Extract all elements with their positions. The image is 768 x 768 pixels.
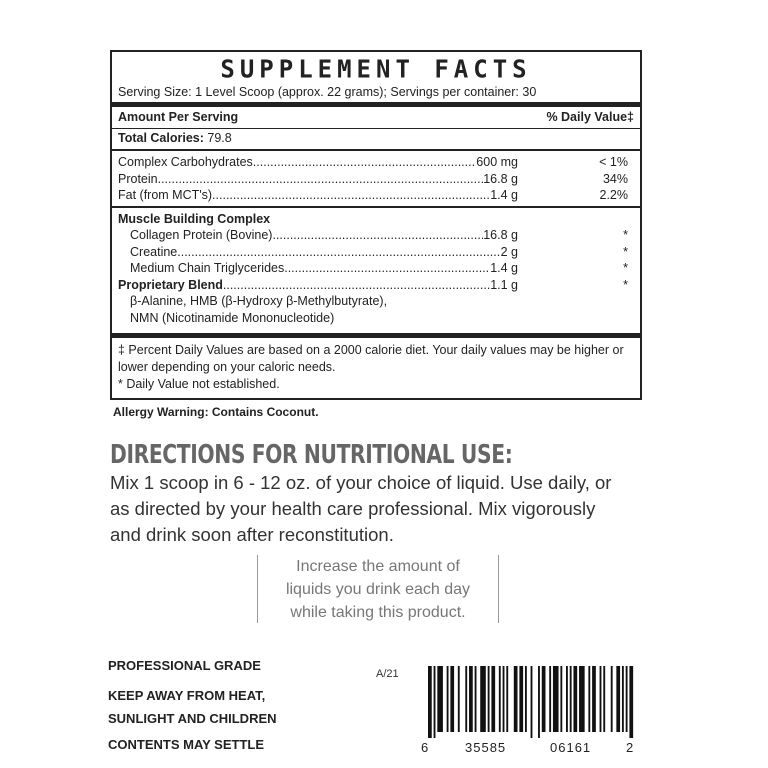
barcode-bar [469, 666, 473, 732]
barcode-bar [588, 666, 590, 732]
barcode-bar [488, 666, 490, 732]
supplement-facts-panel [110, 50, 642, 400]
footnotes [112, 338, 640, 397]
callout-line: Increase the amount of [296, 558, 460, 575]
amount-header-row [112, 107, 640, 128]
barcode-bar [560, 666, 562, 732]
blend-dv: * [623, 277, 628, 292]
complex-list [112, 208, 640, 329]
daily-value-header: % Daily Value‡ [546, 110, 634, 124]
barcode-bar [525, 666, 527, 732]
barcode-bar [447, 666, 449, 732]
complex-name: Medium Chain Triglycerides [130, 261, 285, 275]
calories-value: 79.8 [207, 131, 232, 145]
nutrient-dv: 34% [602, 171, 628, 186]
barcode-bar [499, 666, 501, 732]
facts-title: SUPPLEMENT FACTS [220, 54, 532, 84]
barcode-bar [611, 666, 613, 732]
calories-label: Total Calories: [118, 131, 204, 145]
callout-line: while taking this product. [290, 604, 466, 621]
calories-row [112, 129, 640, 149]
barcode-bar [600, 666, 602, 732]
serving-size: Serving Size: 1 Level Scoop (approx. 22 grams); Servings per container: 30 [118, 85, 537, 99]
professional-grade-label: PROFESSIONAL GRADE [108, 658, 261, 673]
nutrient-dv: 2.2% [599, 188, 628, 202]
complex-name: Collagen Protein (Bovine) [130, 228, 273, 242]
complex-dv: * [623, 228, 628, 242]
complex-row [112, 244, 640, 261]
barcode-bar [592, 666, 596, 732]
complex-amount: 2 g [500, 244, 518, 259]
barcode-bar [538, 666, 540, 738]
barcode-bar [603, 666, 605, 732]
barcode-bar [458, 666, 460, 732]
barcode-digit-check: 2 [626, 740, 634, 755]
barcode-bar [616, 666, 620, 732]
keep-away-label [108, 684, 277, 730]
allergy-warning: Allergy Warning: Contains Coconut. [113, 405, 319, 419]
leader-dots [253, 154, 477, 171]
complex-amount: 16.8 g [483, 228, 518, 242]
barcode [428, 666, 635, 738]
leader-dots [272, 227, 483, 244]
barcode-bar [503, 666, 505, 732]
barcode-bar [434, 666, 436, 738]
barcode-bar [465, 666, 467, 732]
nutrient-row [112, 171, 640, 188]
barcode-bar [622, 666, 624, 732]
barcode-bar [553, 666, 559, 732]
barcode-bar [475, 666, 477, 732]
barcode-bar [579, 666, 585, 732]
contents-settle-label: CONTENTS MAY SETTLE [108, 737, 265, 752]
footnote-daily-values: ‡ Percent Daily Values are based on a 2000 calorie diet. Your daily values may be higher or lower depending on your caloric needs. [118, 343, 624, 374]
complex-row [112, 260, 640, 277]
leader-dots [284, 260, 490, 277]
barcode-bar [519, 666, 523, 732]
barcode-bar [531, 666, 533, 738]
complex-title: Muscle Building Complex [118, 211, 271, 226]
barcode-bar [506, 666, 508, 732]
nutrient-amount: 600 mg [476, 155, 518, 169]
version-code: A/21 [376, 668, 399, 680]
leader-dots [212, 187, 490, 204]
nutrient-name: Fat (from MCT's) [118, 188, 213, 202]
amount-header: Amount Per Serving [118, 110, 239, 124]
barcode-bar [573, 666, 577, 732]
barcode-bar [570, 666, 572, 732]
blend-ingredients-line: NMN (Nicotinamide Mononucleotide) [130, 310, 335, 325]
barcode-digit-first: 6 [421, 740, 429, 755]
nutrient-name: Complex Carbohydrates [118, 155, 253, 169]
callout-line: liquids you drink each day [285, 581, 471, 598]
complex-dv: * [623, 261, 628, 275]
keep-away-line: SUNLIGHT AND CHILDREN [108, 711, 277, 726]
leader-dots [223, 277, 490, 294]
blend-name: Proprietary Blend [118, 277, 223, 292]
complex-row [112, 227, 640, 244]
barcode-bar [549, 666, 551, 732]
complex-amount: 1.4 g [490, 261, 518, 275]
nutrient-dv: < 1% [599, 155, 628, 169]
barcode-bar [480, 666, 486, 732]
nutrient-amount: 16.8 g [483, 171, 518, 186]
barcode-bar [514, 666, 518, 732]
nutrient-name: Protein [118, 171, 158, 186]
nutrient-row [112, 154, 640, 171]
complex-dv: * [623, 244, 628, 259]
leader-dots [158, 171, 484, 188]
barcode-bar [626, 666, 628, 732]
nutrient-row [112, 187, 640, 204]
barcode-bar [542, 666, 546, 732]
liquids-callout [257, 555, 499, 623]
barcode-bar [491, 666, 495, 732]
directions-title: DIRECTIONS FOR NUTRITIONAL USE: [110, 440, 513, 470]
blend-ingredients-line: β-Alanine, HMB (β-Hydroxy β-Methylbutyrate), [130, 294, 388, 308]
keep-away-line: KEEP AWAY FROM HEAT, [108, 688, 266, 703]
nutrient-amount: 1.4 g [490, 188, 518, 202]
barcode-bar [450, 666, 454, 732]
directions-text: Mix 1 scoop in 6 - 12 oz. of your choice of liquid. Use daily, or as directed by your health care professional. Mix vigorously and drink soon after reconstitution. [110, 472, 612, 545]
barcode-right-group: 06161 [550, 740, 592, 755]
nutrient-list [112, 151, 640, 206]
footnote-not-established: * Daily Value not established. [118, 377, 280, 391]
complex-name: Creatine [130, 244, 178, 259]
leader-dots [177, 244, 500, 261]
barcode-bar [629, 666, 633, 738]
barcode-left-group: 35585 [465, 740, 507, 755]
barcode-bar [437, 666, 443, 732]
barcode-bar [566, 666, 568, 732]
barcode-bar [428, 666, 432, 738]
blend-amount: 1.1 g [490, 277, 518, 292]
blend-row [112, 277, 640, 294]
